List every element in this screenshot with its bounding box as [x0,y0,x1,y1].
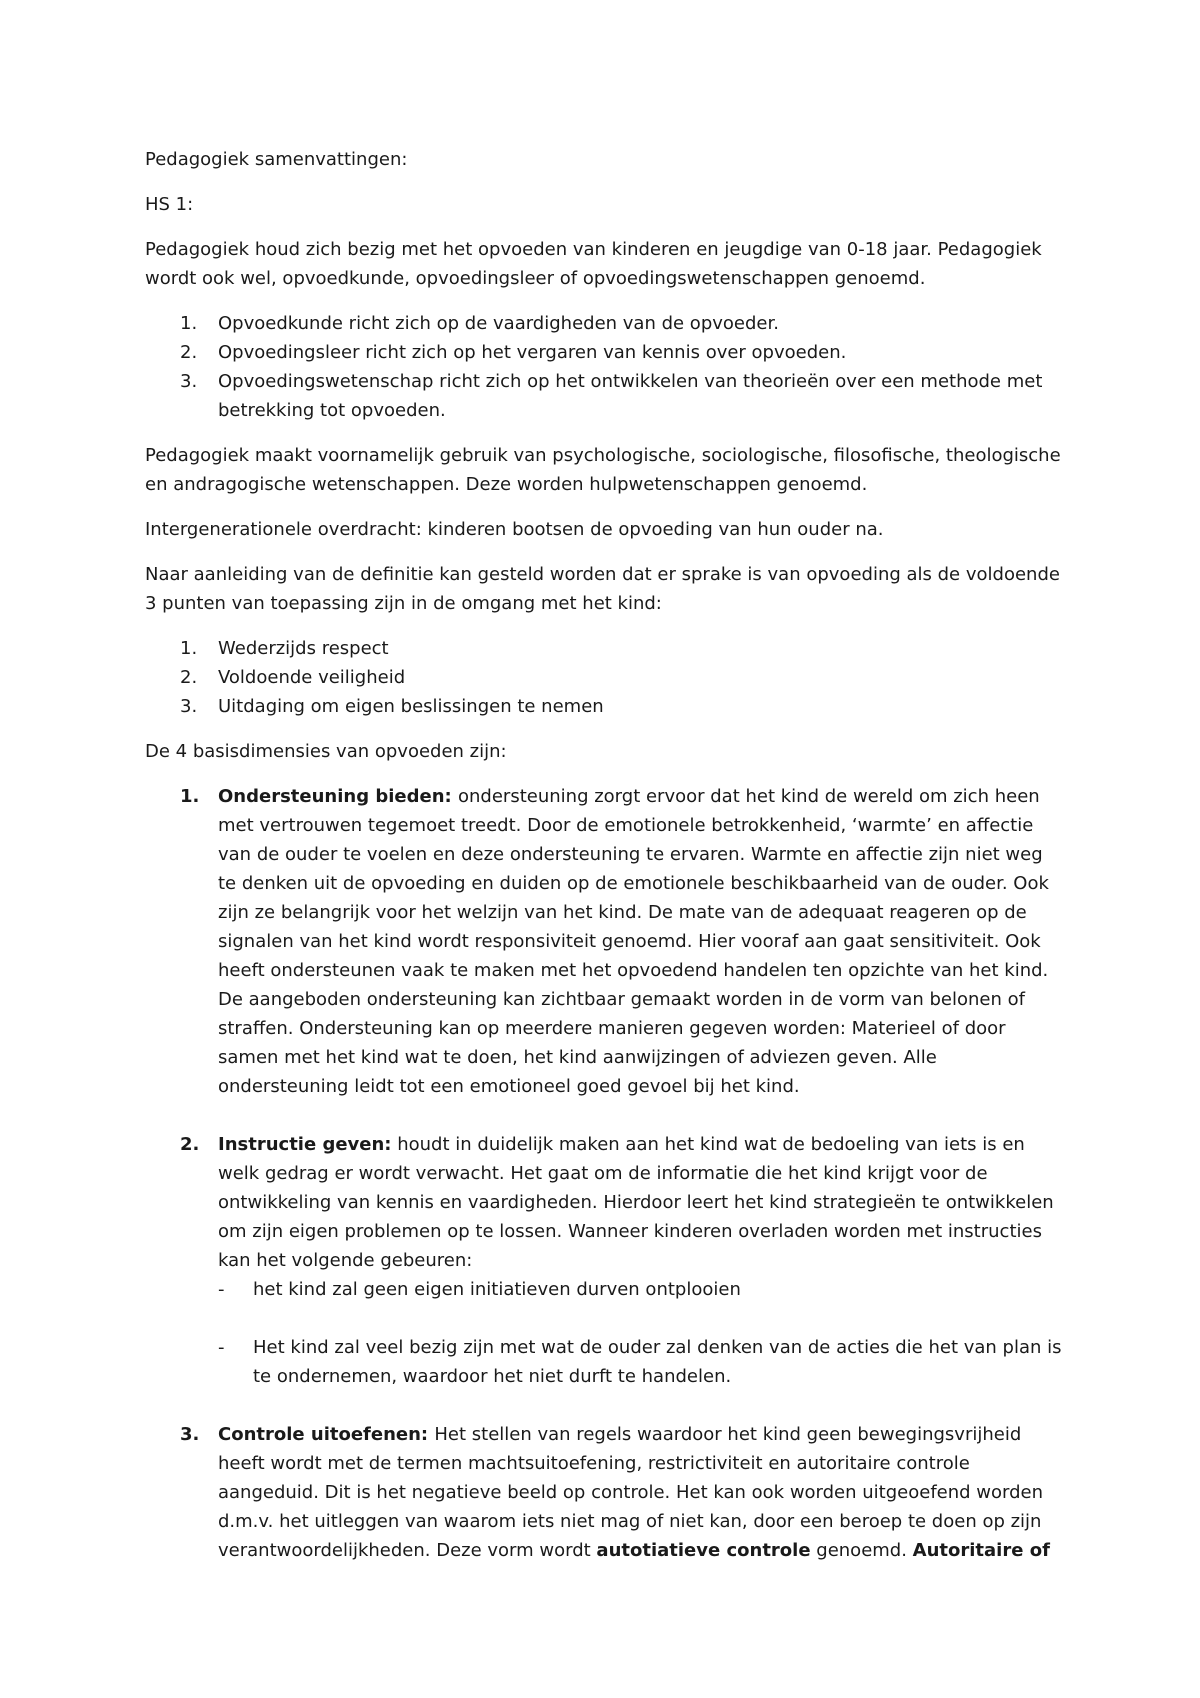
list-item-text: Opvoedingsleer richt zich op het vergaren van kennis over opvoeden. [218,342,847,363]
dash-item-text: Het kind zal veel bezig zijn met wat de ouder zal denken van de acties die het van plan is te ondernemen, waardoor het niet durft te handelen. [253,1337,1062,1387]
dimension-label: Ondersteuning bieden [218,786,445,807]
list-item [145,692,1065,721]
dash-bullet: - [218,1337,225,1358]
list-number: 3. [180,1424,200,1445]
chapter-heading: HS 1: [145,194,194,215]
dimension-control [145,1420,1065,1565]
conditions-list [145,634,1065,721]
list-item-text: Wederzijds respect [218,638,389,659]
bold-term: Autoritaire of [912,1540,1050,1561]
dimensions-list [145,782,1065,1565]
dimension-label: Controle uitoefenen [218,1424,421,1445]
list-item [145,309,1065,338]
list-item [145,338,1065,367]
list-number: 2. [180,1134,200,1155]
subdisciplines-list [145,309,1065,425]
dash-item [218,1333,1065,1391]
document-title: Pedagogiek samenvattingen: [145,149,408,170]
list-number: 1. [180,638,198,659]
list-item-text: Opvoedkunde richt zich op de vaardigheden van de opvoeder. [218,313,779,334]
dash-bullet: - [218,1279,225,1300]
bold-term: autotiatieve controle [596,1540,811,1561]
list-item [145,663,1065,692]
dimension-text: houdt in duidelijk maken aan het kind wat de bedoeling van iets is en welk gedrag er wordt verwacht. Het gaat om de informatie die het kind krijgt voor de ontwikkeling van kennis en vaardigheden. Hierdoor leert het kind strategieën te ontwikkelen om zijn eigen problemen op te lossen. Wanneer kinderen overladen worden met instructies kan het volgende gebeuren: [218,1134,1054,1271]
dimension-label-separator: : [444,786,459,807]
list-number: 2. [180,667,198,688]
list-number: 2. [180,342,198,363]
list-item-text: Uitdaging om eigen beslissingen te nemen [218,696,604,717]
paragraph-definition: Naar aanleiding van de definitie kan gesteld worden dat er sprake is van opvoeding als de voldoende 3 punten van toepassing zijn in de omgang met het kind: [145,564,1060,614]
dimension-text: Het stellen van regels waardoor het kind geen bewegingsvrijheid heeft wordt met de termen machtsuitoefening, restrictiviteit en autoritaire controle aangeduid. Dit is het negatieve beeld op controle. Het kan ook worden uitgeoefend worden d.m.v. het uitleggen van waarom iets niet mag of niet kan, door een beroep te doen op zijn verantwoordelijkheden. Deze vorm wordt [218,1424,1044,1561]
list-item [145,634,1065,663]
paragraph-basic-dimensions: De 4 basisdimensies van opvoeden zijn: [145,741,507,762]
consequences-list [218,1275,1065,1391]
paragraph-intergenerational: Intergenerationele overdracht: kinderen bootsen de opvoeding van hun ouder na. [145,519,884,540]
dash-item-text: het kind zal geen eigen initiatieven durven ontplooien [253,1279,741,1300]
dimension-text: ondersteuning zorgt ervoor dat het kind de wereld om zich heen met vertrouwen tegemoet treedt. Door de emotionele betrokkenheid, ‘warmte’ en affectie van de ouder te voelen en deze ondersteuning te ervaren. Warmte en affectie zijn niet weg te denken uit de opvoeding en duiden op de emotionele beschikbaarheid van de ouder. Ook zijn ze belangrijk voor het welzijn van het kind. De mate van de adequaat reageren op de signalen van het kind wordt responsiviteit genoemd. Hier vooraf aan gaat sensitiviteit. Ook heeft ondersteunen vaak te maken met het opvoedend handelen ten opzichte van het kind. De aangeboden ondersteuning kan zichtbaar gemaakt worden in de vorm van belonen of straffen. Ondersteuning kan op meerdere manieren gegeven worden: Materieel of door samen met het kind wat te doen, het kind aanwijzingen of adviezen geven. Alle ondersteuning leidt tot een emotioneel goed gevoel bij het kind. [218,786,1049,1097]
list-number: 3. [180,696,198,717]
document-page [145,145,1065,1581]
paragraph-auxiliary-sciences: Pedagogiek maakt voornamelijk gebruik van psychologische, sociologische, filosofische, theologische en andragogische wetenschappen. Deze worden hulpwetenschappen genoemd. [145,445,1061,495]
dimension-text-cont: genoemd. [810,1540,913,1561]
list-number: 1. [180,786,200,807]
dash-item [218,1275,1065,1304]
list-item-text: Voldoende veiligheid [218,667,406,688]
list-number: 3. [180,371,198,392]
dimension-label: Instructie geven: [218,1134,392,1155]
list-item [145,367,1065,425]
list-item-text: Opvoedingswetenschap richt zich op het ontwikkelen van theorieën over een methode met betrekking tot opvoeden. [218,371,1043,421]
intro-paragraph: Pedagogiek houd zich bezig met het opvoeden van kinderen en jeugdige van 0-18 jaar. Pedagogiek wordt ook wel, opvoedkunde, opvoedingsleer of opvoedingswetenschappen genoemd. [145,239,1042,289]
dimension-support [145,782,1065,1101]
list-number: 1. [180,313,198,334]
dimension-instruction [145,1130,1065,1391]
dimension-label-separator: : [420,1424,435,1445]
